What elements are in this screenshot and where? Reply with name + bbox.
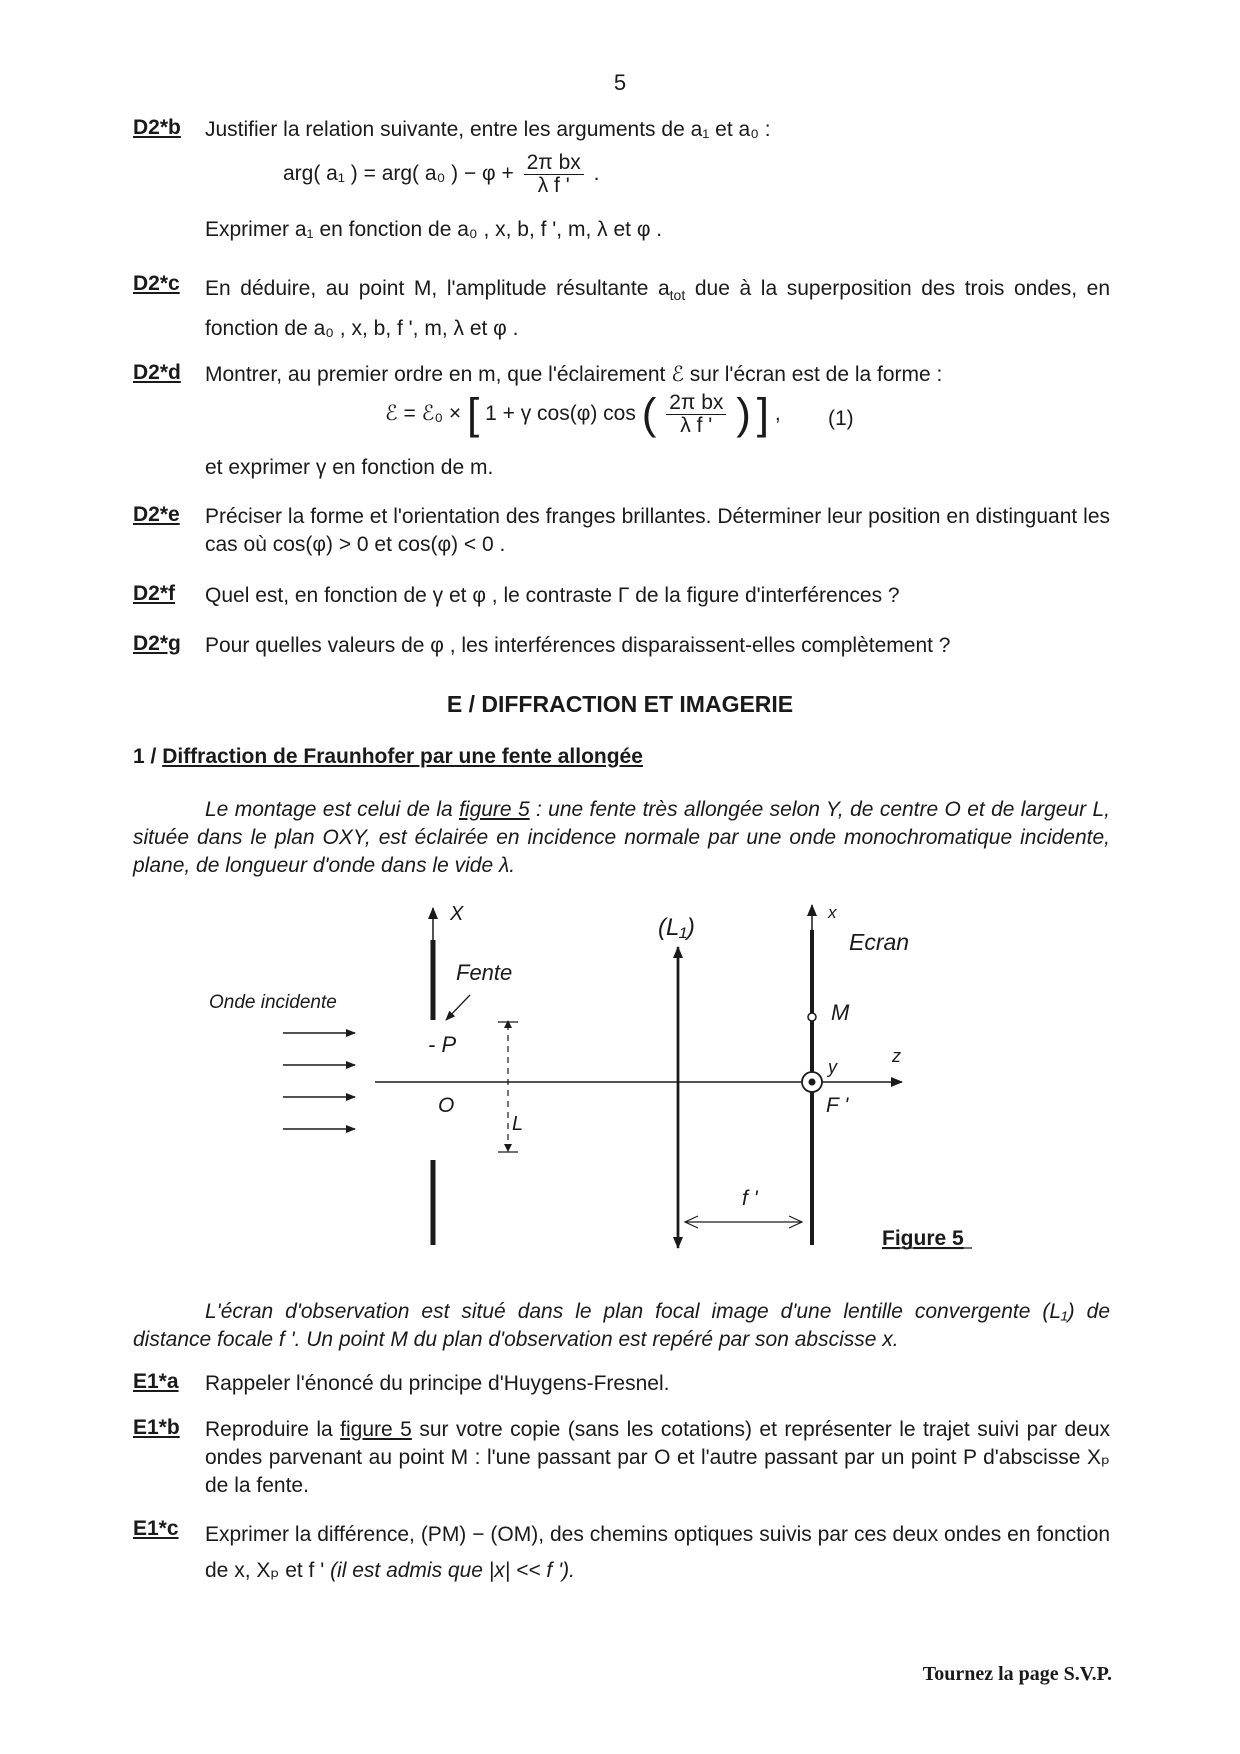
- label-z: z: [892, 1046, 901, 1066]
- question-text-d2e: Préciser la forme et l'orientation des franges brillantes. Déterminer leur position en distinguant les cas où cos(φ) > 0 et cos(φ) < 0 .: [205, 505, 1110, 556]
- question-text-d2c: [205, 272, 1110, 346]
- bracket-open-icon: [: [467, 389, 480, 439]
- eq1-mid: 1 + γ cos(φ) cos: [485, 402, 636, 426]
- intro-after: : une fente très allongée selon Y, de centre O et de largeur L, située dans le plan OXY, est éclairée en incidence normale par une onde monochromatique incidente, plane, de longueur d'onde dans le vide λ.: [133, 798, 1110, 877]
- question-text-d2g: Pour quelles valeurs de φ , les interférences disparaissent-elles complètement ?: [205, 634, 951, 657]
- equation-arg-end: .: [593, 162, 600, 186]
- width-arrow-up-icon: [504, 1020, 512, 1028]
- intro-figure-link: figure 5: [459, 798, 530, 821]
- equation-arg: [283, 152, 599, 197]
- label-x: x: [828, 903, 837, 922]
- intro-before: Le montage est celui de la: [205, 798, 460, 821]
- question-label-d2e: D2*e: [133, 503, 180, 526]
- figure-caption: Figure 5: [882, 1227, 964, 1250]
- label-onde-incidente: Onde incidente: [209, 992, 337, 1013]
- paragraph-ecran: [133, 1298, 1110, 1354]
- question-text-d2f: Quel est, en fonction de γ et φ , le contraste Γ de la figure d'interférences ?: [205, 584, 900, 607]
- width-arrow-down-icon: [504, 1144, 512, 1152]
- paren-open-icon: (: [641, 389, 657, 439]
- question-label-e1b: E1*b: [133, 1416, 180, 1439]
- e1b-figure-link: figure 5: [340, 1418, 412, 1441]
- eq1-fraction-denominator: λ f ': [680, 414, 713, 437]
- eq1-end: ,: [774, 402, 781, 426]
- question-label-d2d: D2*d: [133, 361, 181, 384]
- eq1-fraction: [666, 392, 726, 437]
- question-label-d2c: D2*c: [133, 272, 180, 295]
- label-X: X: [450, 903, 464, 925]
- label-M: M: [831, 1000, 850, 1025]
- paragraph-ecran-text: L'écran d'observation est situé dans le plan focal image d'une lentille convergente (L₁) de distance focale f '. Un point M du plan d'observation est repéré par son abscisse x.: [133, 1300, 1110, 1351]
- question-text-d2d-2: et exprimer γ en fonction de m.: [205, 456, 494, 479]
- equation-number: (1): [828, 407, 854, 430]
- d2c-text-end: due à la superposition des trois ondes, en fonction de a₀ , x, b, f ', m, λ et φ .: [205, 277, 1110, 341]
- label-F-prime: F ': [826, 1094, 849, 1117]
- question-text-d2d: Montrer, au premier ordre en m, que l'éclairement ℰ sur l'écran est de la forme :: [205, 363, 943, 386]
- point-M-marker: [808, 1013, 816, 1021]
- label-f-prime: f ': [742, 1187, 758, 1210]
- question-label-e1a: E1*a: [133, 1370, 179, 1393]
- question-text-e1a: Rappeler l'énoncé du principe d'Huygens-Fresnel.: [205, 1372, 670, 1395]
- equation-arg-lhs: arg( a₁ ) = arg( a₀ ) − φ +: [283, 162, 514, 186]
- d2c-text-start: En déduire, au point M, l'amplitude résultante a: [205, 277, 670, 300]
- question-label-e1c: E1*c: [133, 1517, 179, 1540]
- subsection-title-text: Diffraction de Fraunhofer par une fente allongée: [162, 745, 643, 768]
- question-text-d2b: Justifier la relation suivante, entre les arguments de a₁ et a₀ :: [205, 118, 771, 141]
- label-L: L: [512, 1113, 524, 1135]
- paren-close-icon: ): [736, 389, 751, 439]
- e1c-italic: (il est admis que |x| << f ').: [324, 1559, 575, 1582]
- section-title: E / DIFFRACTION ET IMAGERIE: [446, 691, 794, 717]
- e1b-before: Reproduire la: [205, 1418, 341, 1441]
- question-text-d2b-2: Exprimer a₁ en fonction de a₀ , x, b, f ', m, λ et φ .: [205, 218, 663, 241]
- equation-eclairement: [385, 389, 781, 439]
- subsection-title: [133, 745, 643, 769]
- e1c-text: Exprimer la différence, (PM) − (OM), des chemins optiques suivis par ces deux ondes en fonction de x, Xₚ et f ': [205, 1523, 1110, 1582]
- label-y: y: [828, 1057, 837, 1077]
- eq1-lhs: ℰ = ℰ₀ ×: [385, 402, 462, 426]
- d2c-subscript: tot: [669, 287, 686, 304]
- intro-paragraph: [133, 796, 1110, 880]
- label-lens: (L₁): [658, 914, 695, 941]
- eq1-fraction-numerator: 2π bx: [666, 392, 726, 415]
- question-label-d2b: D2*b: [133, 116, 181, 139]
- fente-pointer: [446, 995, 470, 1020]
- fraction-denominator: λ f ': [537, 174, 570, 197]
- question-text-e1c: [205, 1517, 1110, 1589]
- subsection-prefix: 1 /: [133, 745, 163, 768]
- label-ecran: Ecran: [849, 929, 910, 955]
- fraction-numerator: 2π bx: [524, 152, 584, 175]
- footer-turn-page: Tournez la page S.V.P.: [922, 1663, 1112, 1685]
- label-P: - P: [428, 1032, 457, 1057]
- question-text-e1b: [205, 1416, 1110, 1500]
- e1b-after: sur votre copie (sans les cotations) et représenter le trajet suivi par deux ondes parvenant au point M : l'une passant par O et l'autre passant par un point P d'abscisse Xₚ de la fente.: [205, 1418, 1111, 1497]
- page-number: 5: [613, 70, 627, 95]
- y-axis-out-dot: [809, 1079, 816, 1086]
- label-fente: Fente: [456, 960, 513, 985]
- question-label-d2f: D2*f: [133, 582, 176, 605]
- equation-arg-fraction: [524, 152, 584, 197]
- label-O: O: [438, 1094, 455, 1117]
- question-label-d2g: D2*g: [133, 632, 181, 655]
- bracket-close-icon: ]: [756, 389, 769, 439]
- figure-5-diagram: [0, 880, 1240, 1260]
